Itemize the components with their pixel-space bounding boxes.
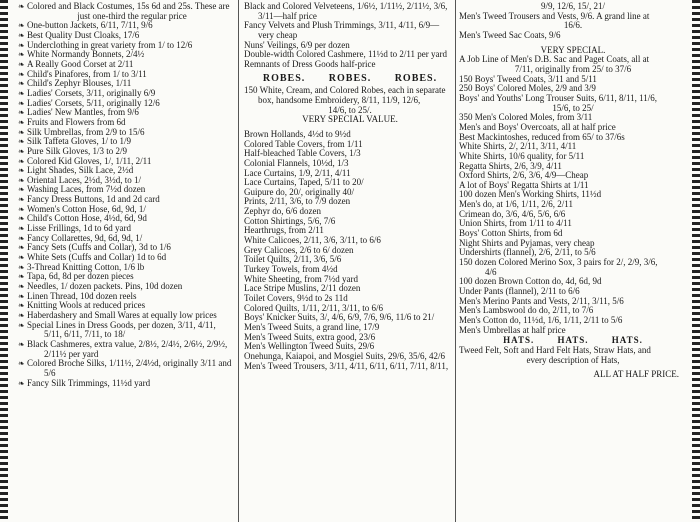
list-item: 5/11, 6/11, 7/11, to 18/ xyxy=(44,329,126,340)
list-item: 150 Boys' Tweed Coats, 3/11 and 5/11 xyxy=(459,73,597,84)
list-item: 5/6 xyxy=(44,367,56,378)
list-item: Under Pants (flannel), 2/11 to 6/6 xyxy=(459,286,580,297)
list-item: ❧ Light Shades, Silk Lace, 2½d xyxy=(18,166,232,176)
list-item: Grey Calicoes, 2/6 to 6/ dozen xyxy=(244,244,354,255)
list-item: ❧ Colored and Black Costumes, 15s 6d and 25s. These are xyxy=(18,2,232,12)
list-item: Men's Merino Pants and Vests, 2/11, 3/11, 5/6 xyxy=(459,295,624,306)
list-item: every description of Hats, xyxy=(526,354,620,365)
list-item: Zephyr do, 6/6 dozen xyxy=(244,206,321,217)
heading-word: ROBES. xyxy=(328,72,372,84)
list-item: ❧ Ladies' Corsets, 5/11, originally 12/6 xyxy=(18,99,232,109)
list-item: ❧ Linen Thread, 10d dozen reels xyxy=(18,292,232,302)
list-item: Men's Tweed Suits, a grand line, 17/9 xyxy=(244,322,380,332)
list-item: 100 dozen Men's Working Shirts, 11½d xyxy=(459,189,602,200)
list-item: A Job Line of Men's D.B. Sac and Paget Coats, all at xyxy=(459,54,650,65)
list-item: Men's Umbrellas at half price xyxy=(459,324,566,335)
column-rule-1 xyxy=(238,0,239,522)
list-item: Nuns' Veilings, 6/9 per dozen xyxy=(244,39,350,50)
list-item: Lace Curtains, 1/9, 2/11, 4/11 xyxy=(244,167,351,178)
list-item: Toilet Quilts, 2/11, 3/6, 5/6 xyxy=(244,254,342,265)
heading-word: ROBES. xyxy=(262,72,306,84)
list-item: ❧ Ladies' Corsets, 3/11, originally 6/9 xyxy=(18,89,232,99)
list-item: White Calicoes, 2/11, 3/6, 3/11, to 6/6 xyxy=(244,235,381,246)
list-item: Colonial Flannels, 10½d, 1/3 xyxy=(244,157,349,168)
list-item: 100 dozen Brown Cotton do, 4d, 6d, 9d xyxy=(459,276,602,287)
very-special-heading: VERY SPECIAL. xyxy=(540,44,606,55)
list-item: Guipure do, 20/, originally 40/ xyxy=(244,186,354,197)
column-3 xyxy=(459,2,687,380)
list-item: Tweed Felt, Soft and Hard Felt Hats, Straw Hats, and xyxy=(459,344,651,355)
list-item: Cotton Shirtings, 5/6, 7/6 xyxy=(244,215,336,226)
heading-word: HATS. xyxy=(503,335,535,346)
list-item: ❧ Fancy Silk Trimmings, 11½d yard xyxy=(18,379,232,389)
heading-word: HATS. xyxy=(611,335,643,346)
list-item: ❧ Tapa, 6d, 8d per dozen pieces xyxy=(18,272,232,282)
list-item: 15/6, to 25/ xyxy=(552,102,594,113)
list-item: Fancy Velvets and Plush Trimmings, 3/11, 4/11, 6/9— xyxy=(244,20,440,31)
list-item: ❧ Fancy Collarettes, 9d, 6d, 9d, 1/ xyxy=(18,234,232,244)
list-item: ❧ Fancy Sets (Cuffs and Collar), 3d to 1/6 xyxy=(18,243,232,253)
list-item: A lot of Boys' Regatta Shirts at 1/11 xyxy=(459,179,589,190)
column-2 xyxy=(244,2,456,371)
list-item: 3/11—half price xyxy=(258,10,317,21)
list-item: 250 Boys' Colored Moles, 2/9 and 3/9 xyxy=(459,83,596,94)
list-item: ❧ Colored Broche Silks, 1/11½, 2/4½d, originally 3/11 and xyxy=(18,359,232,369)
list-item: White Sheeting, from 7½d yard xyxy=(244,273,358,284)
list-item: White Shirts, 10/6 quality, for 5/11 xyxy=(459,150,585,161)
special-value-note: VERY SPECIAL VALUE. xyxy=(302,114,398,125)
list-item: ❧ Knitting Wools at reduced prices xyxy=(18,301,232,311)
list-item: White Shirts, 2/, 2/11, 3/11, 4/11 xyxy=(459,141,577,152)
list-item: box, handsome Embroidery, 8/11, 11/9, 12/6, xyxy=(258,94,421,105)
list-item: very cheap xyxy=(258,29,298,40)
list-item: Toilet Covers, 9½d to 2s 11d xyxy=(244,293,348,304)
list-item: Men's Cotton do, 11½d, 1/6, 1/11, 2/11 to 5/6 xyxy=(459,315,623,325)
list-item: ❧ Special Lines in Dress Goods, per dozen, 3/11, 4/11, xyxy=(18,321,232,331)
list-item: Prints, 2/11, 3/6, to 7/9 dozen xyxy=(244,196,351,207)
list-item: Hearthrugs, from 2/11 xyxy=(244,225,324,236)
list-item: Crimean do, 3/6, 4/6, 5/6, 6/6 xyxy=(459,208,566,219)
column-1 xyxy=(18,2,232,388)
list-item: Men's Lambswool do do, 2/11, to 7/6 xyxy=(459,305,594,316)
list-item: Turkey Towels, from 4½d xyxy=(244,264,338,275)
list-item: Men's do, at 1/6, 1/11, 2/6, 2/11 xyxy=(459,199,573,210)
list-item: Men's and Boys' Overcoats, all at half price xyxy=(459,121,616,132)
list-item: Double-width Colored Cashmere, 11½d to 2/11 per yard xyxy=(244,49,448,60)
list-item: ❧ Underclothing in great variety from 1/ to 12/6 xyxy=(18,41,232,51)
list-item: Colored Table Covers, from 1/11 xyxy=(244,138,363,149)
list-item: 14/6, to 25/. xyxy=(328,104,372,115)
robes-heading xyxy=(244,74,456,84)
list-item: Undershirts (flannel), 2/6, 2/11, to 5/6 xyxy=(459,247,596,258)
list-item: Black and Colored Velveteens, 1/6½, 1/11½, 2/11½, 3/6, xyxy=(244,2,448,11)
list-item: Night Shirts and Pyjamas, very cheap xyxy=(459,237,595,248)
list-item: Boys' and Youths' Long Trouser Suits, 6/11, 8/11, 11/6, xyxy=(459,92,658,103)
list-item: Men's Tweed Trousers and Vests, 9/6. A grand line at xyxy=(459,10,650,21)
list-item: ❧ Women's Cotton Hose, 6d, 9d, 1/ xyxy=(18,205,232,215)
list-item: ❧ Silk Umbrellas, from 2/9 to 15/6 xyxy=(18,128,232,138)
list-item: just one-third the regular price xyxy=(77,10,187,21)
list-item: 16/6. xyxy=(563,20,583,31)
list-item: Onehunga, Kaiapoi, and Mosgiel Suits, 29/6, 35/6, 42/6 xyxy=(244,350,445,361)
list-item: ❧ Child's Zephyr Blouses, 1/11 xyxy=(18,79,232,89)
list-item: 350 Men's Colored Moles, from 3/11 xyxy=(459,112,593,123)
list-item: ❧ Silk Taffeta Gloves, 1/ to 1/9 xyxy=(18,137,232,147)
list-item: Brown Hollands, 4½d to 9½d xyxy=(244,128,351,139)
list-item: ❧ A Really Good Corset at 2/11 xyxy=(18,60,232,70)
list-item: Lace Stripe Muslins, 2/11 dozen xyxy=(244,283,361,294)
list-item: ❧ Fruits and Flowers from 6d xyxy=(18,118,232,128)
right-decorative-border xyxy=(692,0,700,522)
list-item: ❧ White Normandy Bonnets, 2/4½ xyxy=(18,50,232,60)
list-item: ❧ Colored Kid Gloves, 1/, 1/11, 2/11 xyxy=(18,157,232,167)
list-item: Boys' Cotton Shirts, from 6d xyxy=(459,228,563,239)
list-item: 150 dozen Colored Merino Sox, 3 pairs for 2/, 2/9, 3/6, xyxy=(459,257,658,268)
list-item: Union Shirts, from 1/11 to 4/11 xyxy=(459,218,572,229)
list-item: ❧ 3-Thread Knitting Cotton, 1/6 lb xyxy=(18,263,232,273)
heading-word: HATS. xyxy=(557,335,589,346)
list-item: ❧ Child's Pinafores, from 1/ to 3/11 xyxy=(18,70,232,80)
heading-word: ROBES. xyxy=(394,72,438,84)
list-item: Men's Tweed Suits, extra good, 23/6 xyxy=(244,331,376,342)
list-item: ❧ White Sets (Cuffs and Collar) 1d to 6d xyxy=(18,253,232,263)
list-item: Men's Wellington Tweed Suits, 29/6 xyxy=(244,341,375,352)
list-item: Half-bleached Table Covers, 1/3 xyxy=(244,148,361,159)
list-item: 2/11½ per yard xyxy=(44,348,99,359)
list-item: ❧ Best Quality Dust Cloaks, 17/6 xyxy=(18,31,232,41)
list-item: ❧ Lisse Frillings, 1d to 6d yard xyxy=(18,224,232,234)
list-item: Best Mackintoshes, reduced from 65/ to 37/6s xyxy=(459,131,625,142)
left-decorative-border xyxy=(0,0,8,522)
list-item: Oxford Shirts, 2/6, 3/6, 4/9—Cheap xyxy=(459,170,589,181)
list-item: Lace Curtains, Taped, 5/11 to 20/ xyxy=(244,177,364,188)
list-item: ❧ Child's Cotton Hose, 4½d, 6d, 9d xyxy=(18,214,232,224)
closing-line: ALL AT HALF PRICE. xyxy=(593,369,679,380)
list-item: Men's Tweed Trousers, 3/11, 4/11, 6/11, 6/11, 7/11, 8/11, xyxy=(244,360,449,371)
list-item: ❧ Needles, 1/ dozen packets. Pins, 10d dozen xyxy=(18,282,232,292)
list-item: Colored Quilts, 1/11, 2/11, 3/11, to 6/6 xyxy=(244,302,383,313)
list-item: Remnants of Dress Goods half-price xyxy=(244,58,376,69)
list-item: 150 White, Cream, and Colored Robes, each in separate xyxy=(244,85,446,96)
list-item: 7/11, originally from 25/ to 37/6 xyxy=(514,63,632,74)
list-item: ❧ Oriental Laces, 2½d, 3½d, to 1/ xyxy=(18,176,232,186)
list-item: ❧ One-button Jackets, 6/11, 7/11, 9/6 xyxy=(18,21,232,31)
list-item: ❧ Pure Silk Gloves, 1/3 to 2/9 xyxy=(18,147,232,157)
list-item: ❧ Washing Laces, from 7½d dozen xyxy=(18,185,232,195)
list-item: 4/6 xyxy=(485,266,497,277)
list-item: 9/9, 12/6, 15/, 21/ xyxy=(540,2,605,11)
list-item: Boys' Knicker Suits, 3/, 4/6, 6/9, 7/6, 9/6, 11/6 to 21/ xyxy=(244,312,435,323)
list-item: Regatta Shirts, 2/6, 3/9, 4/11 xyxy=(459,160,562,171)
list-item: ❧ Ladies' New Mantles, from 9/6 xyxy=(18,108,232,118)
list-item: ❧ Fancy Dress Buttons, 1d and 2d card xyxy=(18,195,232,205)
list-item: Men's Tweed Sac Coats, 9/6 xyxy=(459,29,561,40)
list-item: ❧ Haberdashery and Small Wares at equally low prices xyxy=(18,311,232,321)
list-item: ❧ Black Cashmeres, extra value, 2/8½, 2/4½, 2/6½, 2/9½, xyxy=(18,340,232,350)
